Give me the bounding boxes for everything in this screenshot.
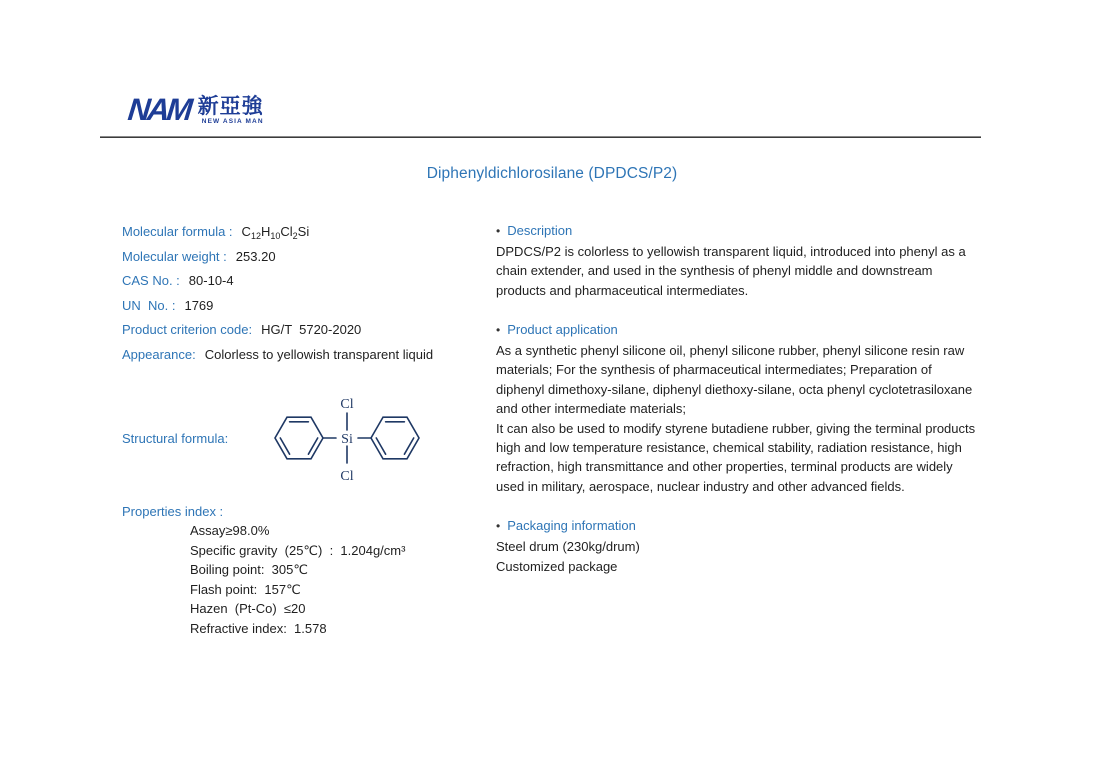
property-item-boiling-point: Boiling point: 305℃ [190, 562, 308, 578]
right-column [496, 221, 980, 576]
cl-bottom-label: Cl [340, 468, 354, 484]
si-label: Si [341, 431, 353, 447]
formula-segment: Cl [280, 224, 293, 239]
formula-subscript: 12 [250, 231, 261, 241]
properties-list [190, 521, 496, 638]
info-row-appearance [122, 343, 496, 368]
bullet-icon: • [496, 323, 501, 338]
right-benzene-ring [371, 417, 419, 459]
property-item-specific-gravity: Specific gravity (25℃) : 1.204g/cm³ [190, 542, 406, 558]
info-label: Appearance: [122, 346, 196, 362]
logo-subtext: NEW ASIA MAN [201, 118, 264, 125]
property-item-flash-point: Flash point: 157℃ [190, 581, 301, 597]
info-label: UN No. : [122, 297, 176, 313]
structural-formula-label: Structural formula: [122, 431, 229, 447]
info-value: 80-10-4 [188, 273, 234, 289]
property-item-assay: Assay≥98.0% [190, 523, 270, 539]
structural-formula-row [122, 392, 496, 486]
section-paragraph: As a synthetic phenyl silicone oil, phenyl silicone rubber, phenyl silicone resin raw materials; For the synthesis of pharmaceutical intermediates; Preparation of diphenyl dimethoxy-silane, diphenyl diethoxy-silane, octa phenyl cyclotetrasiloxane and other intermediate materials; [496, 343, 973, 417]
left-column [122, 220, 496, 638]
formula-segment: H [260, 224, 271, 239]
info-row-cas-no [122, 269, 496, 294]
section-title: Product application [507, 322, 618, 338]
section-packaging-information [496, 516, 980, 576]
header-divider [100, 136, 981, 138]
company-logo [126, 92, 264, 127]
packaging-line-steel-drum: Steel drum (230kg/drum) [496, 539, 640, 555]
cl-top-label: Cl [340, 396, 354, 412]
info-row-criterion-code [122, 318, 496, 343]
logo-acronym: NAM [126, 92, 192, 127]
info-value: HG/T 5720-2020 [261, 322, 362, 338]
page-title: Diphenyldichlorosilane (DPDCS/P2) [426, 165, 678, 182]
formula-segment: Si [297, 224, 310, 239]
info-label: Product criterion code: [122, 322, 253, 338]
info-row-un-no [122, 294, 496, 319]
info-label: CAS No. : [122, 273, 180, 289]
left-benzene-ring [275, 417, 323, 459]
logo-chinese-name: 新亞強 [197, 95, 264, 118]
info-value: Colorless to yellowish transparent liquid [204, 346, 434, 362]
properties-index-block [122, 502, 496, 639]
formula-segment: C [241, 224, 251, 239]
section-description [496, 221, 980, 300]
info-row-molecular-formula [122, 220, 496, 245]
formula-subscript: 10 [270, 231, 281, 241]
info-label: Molecular formula : [122, 224, 233, 239]
formula-subscript: 2 [292, 231, 298, 241]
section-header [496, 516, 980, 536]
logo-text-block [198, 96, 264, 125]
info-value: 253.20 [235, 248, 276, 264]
property-item-hazen: Hazen (Pt-Co) ≤20 [190, 601, 306, 617]
structural-formula-diagram [265, 392, 427, 486]
section-title: Description [507, 223, 573, 238]
properties-index-label: Properties index : [122, 503, 224, 519]
section-product-application [496, 320, 980, 496]
section-paragraph: It can also be used to modify styrene butadiene rubber, giving the terminal products high and low temperature resistance, chemical stability, radiation resistance, high refraction, high transmittance and other properties, terminal products are widely used in military, aerospace, nuclear industry and other advanced fields. [496, 420, 976, 494]
section-title: Packaging information [507, 518, 636, 534]
section-header [496, 221, 980, 241]
packaging-line-customized: Customized package [496, 558, 618, 574]
molecular-formula-value [242, 220, 310, 245]
info-row-molecular-weight [122, 245, 496, 270]
bullet-icon: • [496, 224, 501, 238]
bullet-icon: • [496, 519, 501, 534]
info-label: Molecular weight : [122, 248, 227, 264]
info-value: 1769 [184, 297, 214, 313]
property-item-refractive-index: Refractive index: 1.578 [190, 620, 327, 636]
section-paragraph: DPDCS/P2 is colorless to yellowish transparent liquid, introduced into phenyl as a chain extender, and used in the synthesis of phenyl middle and downstream products and pharmaceutical intermediates. [496, 243, 966, 298]
section-header [496, 320, 980, 340]
